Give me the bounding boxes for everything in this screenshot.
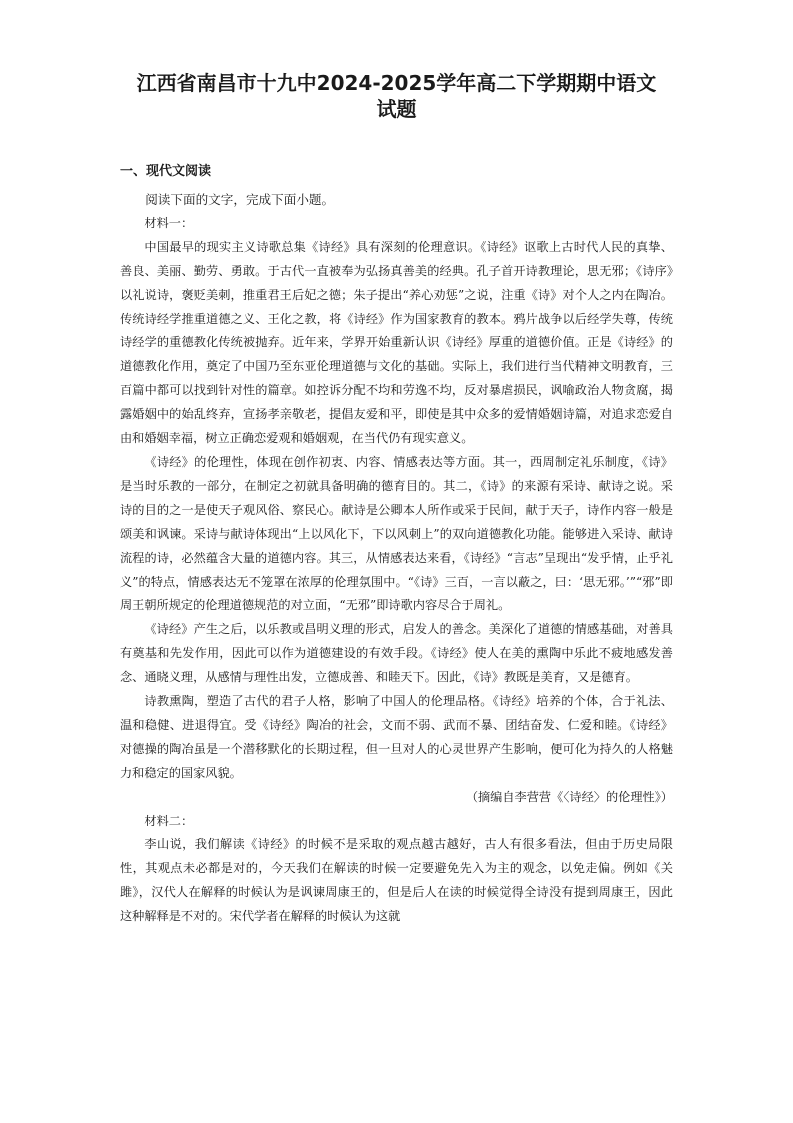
title-line-2: 试题 (376, 97, 417, 121)
material1-paragraph-4: 诗教熏陶，塑造了古代的君子人格，影响了中国人的伦理品格。《诗经》培养的个体，合于礼法、温和稳健、进退得宜。受《诗经》陶冶的社会，文而不弱、武而不暴、团结奋发、仁爱和睦。《诗经》对德操的陶冶虽是一个潜移默化的长期过程，但一旦对人的心灵世界产生影响，便可化为持久的人格魅力和稳定的国家风貌。 (120, 694, 673, 780)
document-title (110, 70, 683, 122)
material1-label: 材料一： (144, 215, 194, 230)
section-heading: 一、现代文阅读 (120, 164, 212, 179)
material1-paragraph-2: 《诗经》的伦理性，体现在创作初衷、内容、情感表达等方面。其一，西周制定礼乐制度，《诗》是当时乐教的一部分，在制定之初就具备明确的德育目的。其二，《诗》的来源有采诗、献诗之说。采诗的目的之一是使天子观风俗、察民心。献诗是公卿本人所作或采于民间，献于天子，诗作内容一般是颂美和讽谏。采诗与献诗体现出“上以风化下，下以风刺上”的双向道德教化功能。能够进入采诗、献诗流程的诗，必然蕴含大量的道德内容。其三，从情感表达来看，《诗经》“言志”呈现出“发乎情，止乎礼义”的特点，情感表达无不笼罩在浓厚的伦理氛围中。“《诗》三百，一言以蔽之，曰：‘思无邪。’”“邪”即周王朝所规定的伦理道德规范的对立面，“无邪”即诗歌内容尽合于周礼。 (120, 454, 673, 613)
material2-paragraph-1: 李山说，我们解读《诗经》的时候不是采取的观点越古越好，古人有很多看法，但由于历史局限性，其观点未必都是对的，今天我们在解读的时候一定要避免先入为主的观念，以免走偏。例如《关雎》，汉代人在解释的时候认为是讽谏周康王的，但是后人在读的时候觉得全诗没有提到周康王，因此这种解释是不对的。宋代学者在解释的时候认为这就 (120, 837, 673, 924)
material1-paragraph-1: 中国最早的现实主义诗歌总集《诗经》具有深刻的伦理意识。《诗经》讴歌上古时代人民的真挚、善良、美丽、勤劳、勇敢。于古代一直被奉为弘扬真善美的经典。孔子首开诗教理论，思无邪；《诗序》以礼说诗，褒贬美刺，推重君王后妃之德；朱子提出“养心劝惩”之说，注重《诗》对个人之内在陶冶。传统诗经学推重道德之义、王化之教，将《诗经》作为国家教育的教本。鸦片战争以后经学失尊，传统诗经学的重德教化传统被抛弃。近年来，学界开始重新认识《诗经》厚重的道德价值。正是《诗经》的道德教化作用，奠定了中国乃至东亚伦理道德与文化的基础。实际上，我们进行当代精神文明教育，三百篇中都可以找到针对性的篇章。如控诉分配不均和劳逸不均，反对暴虐损民，讽喻政治人物贪腐，揭露婚姻中的始乱终弃，宣扬孝亲敬老，提倡友爱和平，即使是其中众多的爱情婚姻诗篇，对追求恋爱自由和婚姻幸福，树立正确恋爱观和婚姻观，在当代仍有现实意义。 (120, 239, 673, 446)
title-line-1: 江西省南昌市十九中2024-2025学年高二下学期期中语文 (136, 71, 657, 95)
material2-label: 材料二： (144, 813, 194, 828)
instruction-text: 阅读下面的文字，完成下面小题。 (145, 192, 335, 207)
material1-paragraph-3: 《诗经》产生之后，以乐教或昌明义理的形式，启发人的善念。美深化了道德的情感基础，对善具有奠基和先发作用，因此可以作为道德建设的有效手段。《诗经》使人在美的熏陶中乐此不疲地感发善念、通晓义理，从感情与理性出发，立德成善、和睦天下。因此，《诗》教既是美育，又是德育。 (120, 622, 673, 685)
reading-passage (120, 188, 673, 929)
material1-source: （摘编自李营营《〈诗经〉的伦理性》） (465, 789, 673, 804)
